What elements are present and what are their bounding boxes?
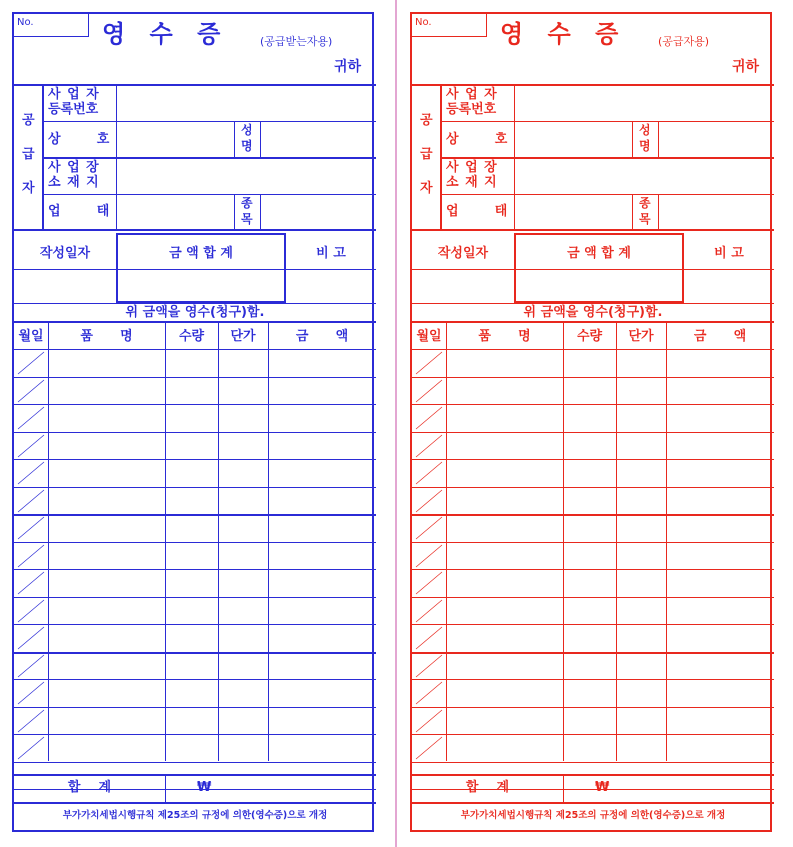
date-cell-diagonal bbox=[412, 679, 446, 707]
table-column-line bbox=[446, 321, 447, 761]
footer-top-line bbox=[14, 802, 376, 804]
biz-reg-no-label: 등록번호 bbox=[446, 102, 497, 117]
date-cell-diagonal bbox=[14, 624, 48, 652]
date-cell-diagonal bbox=[412, 514, 446, 542]
column-header: 금 액 bbox=[693, 329, 747, 344]
supplier-label-char: 공 bbox=[22, 113, 35, 128]
table-row-line bbox=[14, 597, 376, 598]
date-cell-diagonal bbox=[412, 597, 446, 625]
table-row-line bbox=[14, 652, 376, 654]
table-row-line bbox=[412, 597, 774, 598]
table-row-line bbox=[14, 734, 376, 735]
supplier-section-bottom bbox=[412, 229, 774, 231]
column-header: 수량 bbox=[576, 329, 603, 344]
total-amount-box bbox=[116, 233, 286, 303]
date-cell-diagonal bbox=[412, 487, 446, 515]
footer-top-line bbox=[412, 802, 774, 804]
rule-line bbox=[14, 303, 376, 304]
receipt-title: 영 수 증 bbox=[102, 20, 229, 48]
table-row-line bbox=[14, 569, 376, 570]
biz-reg-no-label: 사 업 자 bbox=[48, 87, 100, 102]
column-header: 금 액 bbox=[295, 329, 349, 344]
supplier-label-char: 급 bbox=[22, 147, 35, 162]
rule-line bbox=[234, 121, 235, 157]
table-row-line bbox=[412, 459, 774, 460]
rule-line bbox=[658, 121, 659, 157]
column-header: 월일 bbox=[416, 329, 442, 344]
table-row-line bbox=[412, 569, 774, 570]
won-symbol: ₩ bbox=[197, 780, 212, 795]
header-separator bbox=[14, 84, 376, 86]
table-row-line bbox=[412, 514, 774, 516]
table-column-line bbox=[616, 321, 617, 761]
sum-row-top bbox=[412, 774, 774, 776]
table-row-line bbox=[412, 432, 774, 433]
table-row-line bbox=[14, 432, 376, 433]
table-header-bottom bbox=[14, 349, 376, 350]
column-header: 월일 bbox=[18, 329, 44, 344]
sum-label: 합 계 bbox=[465, 780, 510, 795]
rep-name-label: 명 bbox=[639, 139, 651, 153]
date-cell-diagonal bbox=[412, 734, 446, 762]
table-row-line bbox=[14, 514, 376, 516]
number-label: No. bbox=[415, 17, 432, 28]
total-amount-label: 금 액 합 계 bbox=[169, 246, 233, 261]
date-cell-diagonal bbox=[14, 679, 48, 707]
rule-line bbox=[440, 194, 774, 195]
rule-line bbox=[440, 121, 774, 122]
date-label: 작성일자 bbox=[39, 246, 91, 261]
date-cell-diagonal bbox=[14, 652, 48, 680]
date-cell-diagonal bbox=[412, 707, 446, 735]
total-amount-box bbox=[514, 233, 684, 303]
date-cell-diagonal bbox=[14, 569, 48, 597]
date-cell-diagonal bbox=[412, 404, 446, 432]
addressee-label: 귀하 bbox=[334, 59, 362, 75]
date-cell-diagonal bbox=[14, 459, 48, 487]
sum-row-divider bbox=[563, 774, 564, 802]
footer-note: 부가가치세법시행규칙 제25조의 규정에 의한(영수증)으로 개정 bbox=[460, 810, 726, 821]
receipt-statement: 위 금액을 영수(청구)함. bbox=[523, 305, 663, 320]
sum-row-top bbox=[14, 774, 376, 776]
rule-line bbox=[412, 303, 774, 304]
table-row-line bbox=[412, 404, 774, 405]
table-top-line bbox=[14, 321, 376, 323]
table-row-line bbox=[412, 652, 774, 654]
biz-item-label: 목 bbox=[241, 212, 253, 226]
supplier-label-char: 공 bbox=[420, 113, 433, 128]
rep-name-label: 성 bbox=[639, 123, 651, 137]
rule-line bbox=[260, 121, 261, 157]
table-top-line bbox=[412, 321, 774, 323]
table-header-bottom bbox=[412, 349, 774, 350]
center-divider bbox=[395, 0, 397, 847]
table-row-line bbox=[412, 762, 774, 763]
date-cell-diagonal bbox=[14, 597, 48, 625]
rule-line bbox=[632, 194, 633, 229]
date-cell-diagonal bbox=[412, 569, 446, 597]
table-column-line bbox=[666, 321, 667, 761]
table-row-line bbox=[412, 734, 774, 735]
table-row-line bbox=[412, 624, 774, 625]
date-cell-diagonal bbox=[14, 487, 48, 515]
receipt-statement: 위 금액을 영수(청구)함. bbox=[125, 305, 265, 320]
sum-label: 합 계 bbox=[67, 780, 112, 795]
date-cell-diagonal bbox=[412, 459, 446, 487]
column-header: 수량 bbox=[178, 329, 205, 344]
date-cell-diagonal bbox=[412, 432, 446, 460]
biz-reg-no-label: 사 업 자 bbox=[446, 87, 498, 102]
date-cell-diagonal bbox=[14, 707, 48, 735]
supplier-label-char: 급 bbox=[420, 147, 433, 162]
table-row-line bbox=[14, 762, 376, 763]
biz-reg-no-label: 등록번호 bbox=[48, 102, 99, 117]
biz-address-label: 사 업 장 bbox=[446, 160, 498, 175]
biz-address-label: 소 재 지 bbox=[446, 175, 498, 190]
footer-note: 부가가치세법시행규칙 제25조의 규정에 의한(영수증)으로 개정 bbox=[62, 810, 328, 821]
date-cell-diagonal bbox=[412, 377, 446, 405]
date-cell-diagonal bbox=[412, 349, 446, 377]
column-header: 품 명 bbox=[80, 329, 133, 344]
receipt-subtitle: (공급받는자용) bbox=[260, 35, 333, 48]
rule-line bbox=[42, 194, 376, 195]
table-row-line bbox=[412, 377, 774, 378]
table-column-line bbox=[165, 321, 166, 761]
biz-type-label: 업 태 bbox=[48, 204, 110, 219]
table-row-line bbox=[14, 404, 376, 405]
table-row-line bbox=[14, 459, 376, 460]
supplier-label-char: 자 bbox=[420, 181, 433, 196]
date-cell-diagonal bbox=[412, 542, 446, 570]
remark-label: 비 고 bbox=[316, 246, 346, 261]
rule-line bbox=[260, 194, 261, 229]
table-row-line bbox=[412, 542, 774, 543]
date-cell-diagonal bbox=[14, 377, 48, 405]
remark-label: 비 고 bbox=[714, 246, 744, 261]
supplier-section-bottom bbox=[14, 229, 376, 231]
header-separator bbox=[412, 84, 774, 86]
table-column-line bbox=[48, 321, 49, 761]
receipt-subtitle: (공급자용) bbox=[658, 35, 710, 48]
date-cell-diagonal bbox=[412, 652, 446, 680]
supplier-label-char: 자 bbox=[22, 181, 35, 196]
table-column-line bbox=[563, 321, 564, 761]
date-cell-diagonal bbox=[14, 349, 48, 377]
rule-line bbox=[632, 121, 633, 157]
table-column-line bbox=[268, 321, 269, 761]
rule-line bbox=[42, 121, 376, 122]
date-cell-diagonal bbox=[412, 624, 446, 652]
biz-address-label: 사 업 장 bbox=[48, 160, 100, 175]
addressee-label: 귀하 bbox=[732, 59, 760, 75]
company-name-label: 상 호 bbox=[48, 132, 110, 147]
biz-address-label: 소 재 지 bbox=[48, 175, 100, 190]
date-cell-diagonal bbox=[14, 432, 48, 460]
table-row-line bbox=[14, 707, 376, 708]
biz-item-label: 종 bbox=[241, 196, 253, 210]
table-row-line bbox=[14, 679, 376, 680]
date-cell-diagonal bbox=[14, 734, 48, 762]
receipt-title: 영 수 증 bbox=[500, 20, 627, 48]
date-cell-diagonal bbox=[14, 514, 48, 542]
table-row-line bbox=[14, 487, 376, 488]
rep-name-label: 명 bbox=[241, 139, 253, 153]
receipt-buyer-copy bbox=[12, 12, 374, 832]
company-name-label: 상 호 bbox=[446, 132, 508, 147]
rule-line bbox=[412, 269, 774, 270]
column-header: 단가 bbox=[230, 329, 256, 344]
table-row-line bbox=[412, 679, 774, 680]
total-amount-label: 금 액 합 계 bbox=[567, 246, 631, 261]
rule-line bbox=[42, 157, 376, 159]
column-header: 품 명 bbox=[478, 329, 531, 344]
table-row-line bbox=[14, 377, 376, 378]
rule-line bbox=[14, 269, 376, 270]
won-symbol: ₩ bbox=[595, 780, 610, 795]
date-cell-diagonal bbox=[14, 542, 48, 570]
date-label: 작성일자 bbox=[437, 246, 489, 261]
table-row-line bbox=[412, 487, 774, 488]
column-header: 단가 bbox=[628, 329, 654, 344]
rule-line bbox=[440, 157, 774, 159]
number-label: No. bbox=[17, 17, 34, 28]
table-row-line bbox=[412, 707, 774, 708]
date-cell-diagonal bbox=[14, 404, 48, 432]
rep-name-label: 성 bbox=[241, 123, 253, 137]
biz-type-label: 업 태 bbox=[446, 204, 508, 219]
sum-row-divider bbox=[165, 774, 166, 802]
rule-line bbox=[658, 194, 659, 229]
biz-item-label: 종 bbox=[639, 196, 651, 210]
biz-item-label: 목 bbox=[639, 212, 651, 226]
table-row-line bbox=[14, 542, 376, 543]
rule-line bbox=[234, 194, 235, 229]
receipt-supplier-copy bbox=[410, 12, 772, 832]
table-row-line bbox=[14, 624, 376, 625]
table-column-line bbox=[218, 321, 219, 761]
